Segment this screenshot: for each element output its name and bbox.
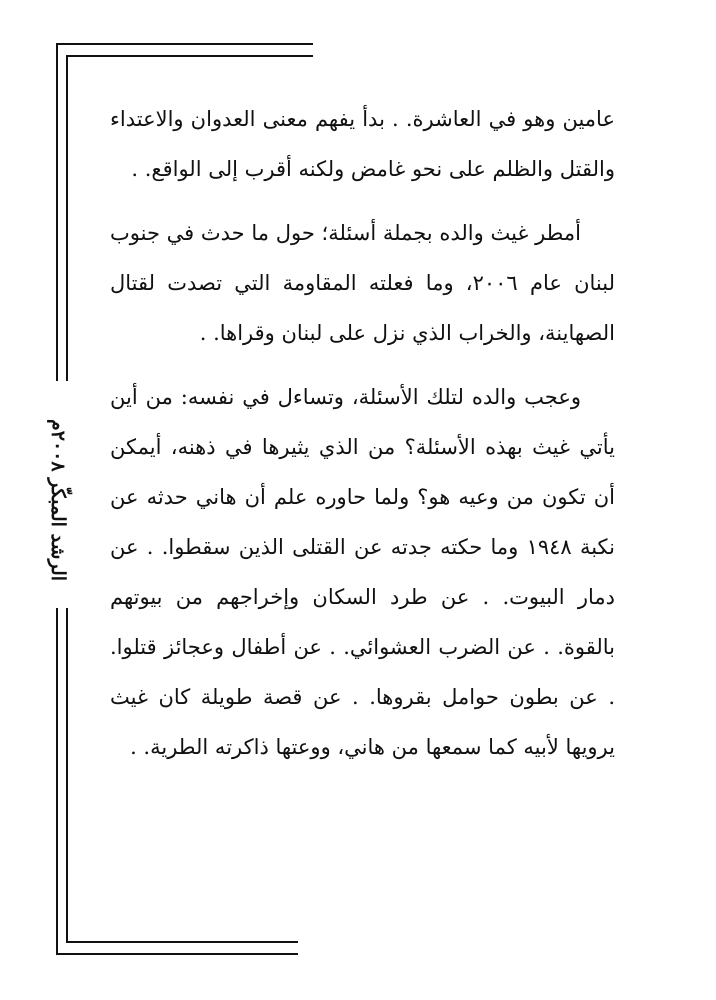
frame-left-outer-line-lower bbox=[56, 608, 58, 954]
running-header bbox=[8, 400, 108, 600]
frame-left-inner-line-lower bbox=[66, 608, 68, 942]
frame-top-inner-line bbox=[66, 55, 313, 57]
frame-bottom-outer-line bbox=[56, 953, 298, 955]
paragraph-1: عامين وهو في العاشرة. . بدأ يفهم معنى العدوان والاعتداء والقتل والظلم على نحو غامض ولكنه أقرب إلى الواقع. . bbox=[110, 107, 615, 181]
running-header-text: الرشد المبكّر ٢٠٠٨م bbox=[47, 418, 69, 582]
frame-left-outer-line bbox=[56, 43, 58, 381]
frame-top-outer-line bbox=[56, 43, 313, 45]
frame-bottom-inner-line bbox=[66, 941, 298, 943]
paragraph-2: أمطر غيث والده بجملة أسئلة؛ حول ما حدث في جنوب لبنان عام ٢٠٠٦، وما فعلته المقاومة التي تصدت لقتال الصهاينة، والخراب الذي نزل على لبنان وقراها. . bbox=[110, 221, 615, 345]
body-text bbox=[110, 94, 615, 786]
frame-left-inner-line bbox=[66, 55, 68, 381]
paragraph-3: وعجب والده لتلك الأسئلة، وتساءل في نفسه: من أين يأتي غيث بهذه الأسئلة؟ من الذي يثيرها في ذهنه، أيمكن أن تكون من وعيه هو؟ ولما حاوره علم أن هاني حدثه عن نكبة ١٩٤٨ وما حكته جدته عن القتلى الذين سقطوا. . عن دمار البيوت. . عن طرد السكان وإخراجهم من بيوتهم بالقوة. . عن الضرب العشوائي. . عن أطفال وعجائز قتلوا. . عن بطون حوامل بقروها. . عن قصة طويلة كان غيث يرويها لأبيه كما سمعها من هاني، ووعتها ذاكرته الطرية. . bbox=[110, 385, 615, 759]
